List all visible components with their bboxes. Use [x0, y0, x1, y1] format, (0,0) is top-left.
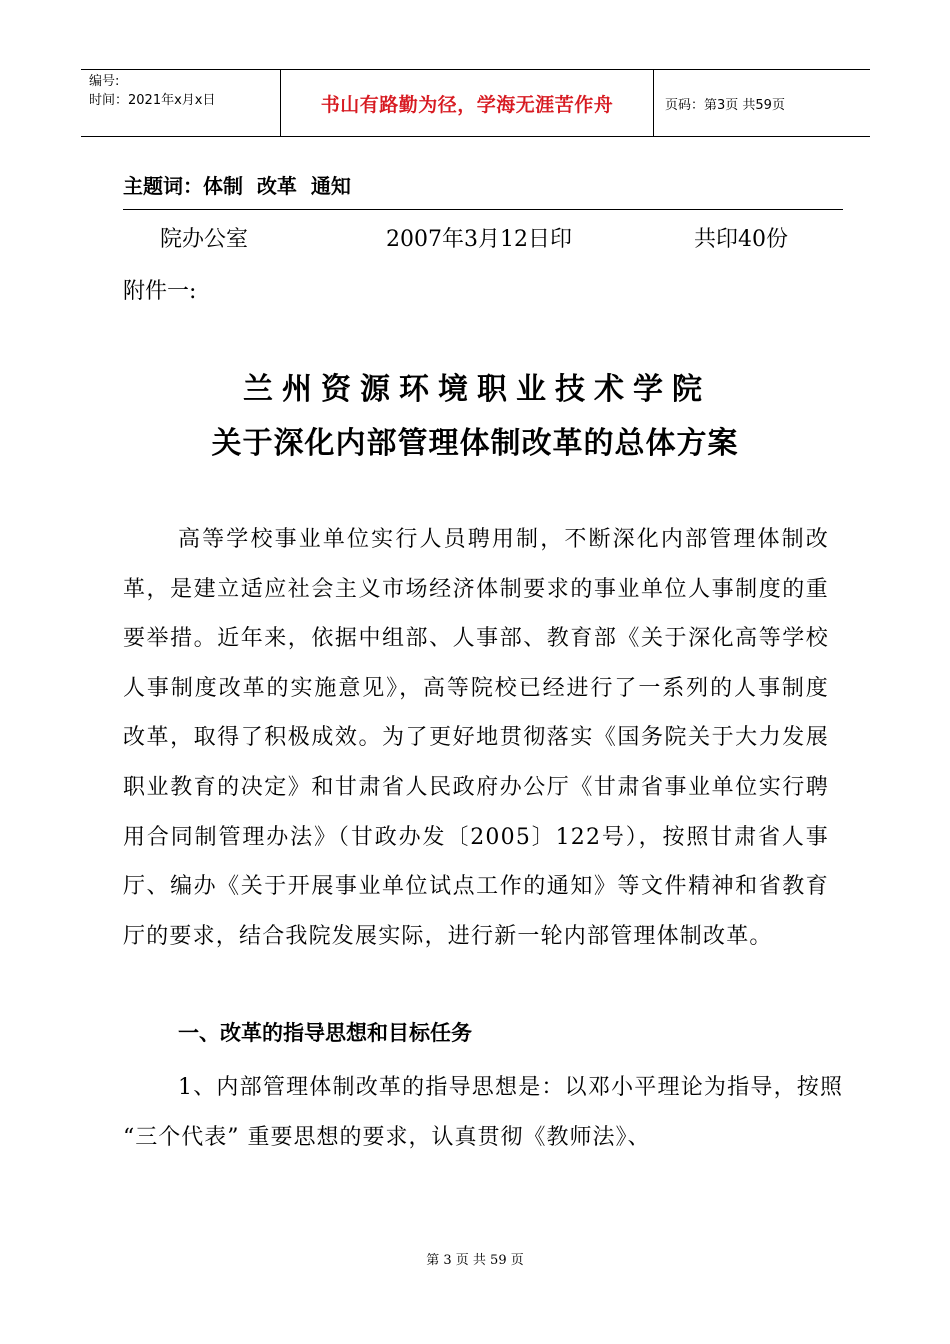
- document-header-table: [81, 69, 870, 137]
- body-paragraph-1: 高等学校事业单位实行人员聘用制，不断深化内部管理体制改革，是建立适应社会主义市场经济体制要求的事业单位人事制度的重要举措。近年来，依据中组部、人事部、教育部《关于深化高等学校人事制度改革的实施意见》，高等院校已经进行了一系列的人事制度改革，取得了积极成效。为了更好地贯彻落实《国务院关于大力发展职业教育的决定》和甘肃省人民政府办公厅《甘肃省事业单位实行聘用合同制管理办法》（甘政办发〔2005〕122号），按照甘肃省人事厅、编办《关于开展事业单位试点工作的通知》等文件精神和省教育厅的要求，结合我院发展实际，进行新一轮内部管理体制改革。: [123, 527, 829, 949]
- header-motto-cell: [281, 70, 654, 136]
- header-page-info: 页码：第3页 共59页: [665, 97, 785, 113]
- print-date: 2007年3月12日印: [386, 227, 572, 252]
- header-page-cell: [654, 70, 870, 136]
- section-heading-1: 一、改革的指导思想和目标任务: [178, 1021, 472, 1045]
- header-motto: 书山有路勤为径，学海无涯苦作舟: [320, 93, 614, 116]
- document-title-line2: 关于深化内部管理体制改革的总体方案: [211, 426, 739, 461]
- page-footer: 第 3 页 共 59 页: [426, 1253, 524, 1268]
- subject-keywords: 主题词：体制 改革 通知: [123, 174, 351, 198]
- print-copies: 共印40份: [694, 227, 788, 252]
- header-meta-cell: [81, 70, 281, 136]
- print-office: 院办公室: [160, 227, 249, 252]
- body-paragraph-2: 1、内部管理体制改革的指导思想是：以邓小平理论为指导，按照 “三个代表” 重要思想的要求，认真贯彻《教师法》、: [123, 1075, 843, 1150]
- document-time-label: 时间：2021年x月x日: [89, 93, 216, 108]
- document-number-label: 编号:: [89, 74, 120, 89]
- document-title-line1: 兰州资源环境职业技术学院: [243, 372, 711, 407]
- keywords-divider: [123, 209, 843, 210]
- attachment-label: 附件一:: [123, 279, 197, 304]
